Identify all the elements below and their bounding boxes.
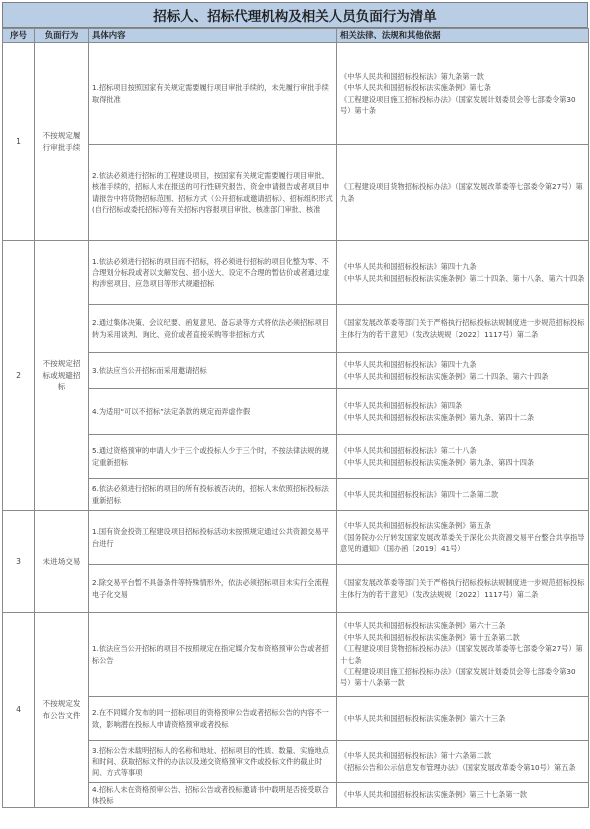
content-cell: 2.除交易平台暂不具备条件等特殊情形外，依法必须招标项目未实行全流程电子化交易: [89, 565, 337, 613]
content-cell: 1.依法必须进行招标的项目而不招标，将必须进行招标的项目化整为零、不合理划分标段或者以支解发包、招小送大、设定不合理的暂估价或者通过虚构涉密项目、应急项目等形式规避招标: [89, 241, 337, 305]
content-cell: 2.依法必须进行招标的工程建设项目，按国家有关规定需要履行项目审批、核准手续的，招标人未在报送的可行性研究报告、资金申请报告或者项目申请报告中将货物招标范围、招标方式（公开招标或邀请招标）、招标组织形式(自行招标或委托招标)等有关招标内容报项目审批、核准部门审批、核准: [89, 145, 337, 241]
legal-reference: 《中华人民共和国招标投标法实施条例》第三十七条第一款: [340, 790, 527, 800]
content-cell: 4.招标人未在资格预审公告、招标公告或者投标邀请书中载明是否接受联合体投标: [89, 783, 337, 808]
legal-reference: 《中华人民共和国招标投标法》第九条第一款: [340, 71, 484, 81]
table-row: [3, 511, 589, 565]
legal-reference: 《中华人民共和国招标投标法实施条例》第十五条第二款: [340, 632, 520, 642]
table-row: [3, 565, 589, 613]
legal-reference: 《中华人民共和国招标投标法》第四条: [340, 401, 463, 411]
document-title: 招标人、招标代理机构及相关人员负面行为清单: [2, 2, 588, 28]
document-page: [2, 2, 588, 825]
row-number: 3: [3, 511, 35, 613]
basis-cell: [337, 741, 589, 783]
legal-reference: 《中华人民共和国招标投标法实施条例》第九条、第四十二条: [340, 412, 535, 422]
content-cell: 1.国有资金投资工程建设项目招标投标活动未按照规定通过公共资源交易平台进行: [89, 511, 337, 565]
legal-reference: 《中华人民共和国招标投标法实施条例》第六十三条: [340, 713, 506, 723]
legal-reference: 《工程建设项目货物招标投标办法》（国家发展改革委等七部委令第27号）第九条: [340, 182, 583, 203]
table-row: [3, 613, 589, 697]
basis-cell: [337, 511, 589, 565]
basis-cell: [337, 565, 589, 613]
basis-cell: [337, 305, 589, 353]
content-cell: 3.招标公告未载明招标人的名称和地址、招标项目的性质、数量、实施地点和时间、获取招标文件的办法以及递交资格预审文件或投标文件的截止时间、方式等事项: [89, 741, 337, 783]
legal-reference: 《中华人民共和国招标投标法实施条例》第二十四条、第十八条、第六十四条: [340, 273, 585, 283]
legal-reference: 《中华人民共和国招标投标法》第四十九条: [340, 360, 477, 370]
content-cell: 5.通过资格预审的申请人少于三个或投标人少于三个时，不按法律法规的规定重新招标: [89, 435, 337, 479]
legal-reference: 《国家发展改革委等部门关于严格执行招标投标法规制度进一步规范招标投标主体行为的若干意见》（发改法规规〔2022〕1117号）第二条: [340, 578, 585, 599]
table-row: [3, 741, 589, 783]
table-row: [3, 479, 589, 511]
legal-reference: 《工程建设项目施工招标投标办法》（国家发展计划委员会等七部委令第30号）第十条: [340, 94, 576, 115]
basis-cell: [337, 697, 589, 741]
content-cell: 4.为适用“可以不招标”法定条款的规定而弄虚作假: [89, 389, 337, 435]
table-row: [3, 435, 589, 479]
header-content: 具体内容: [89, 29, 337, 43]
legal-reference: 《国家发展改革委等部门关于严格执行招标投标法规制度进一步规范招标投标主体行为的若干意见》（发改法规规〔2022〕1117号）第二条: [340, 318, 585, 339]
table-row: [3, 241, 589, 305]
table-row: [3, 43, 589, 145]
legal-reference: 《国务院办公厅转发国家发展改革委关于深化公共资源交易平台整合共享指导意见的通知》（国办函〔2019〕41号）: [340, 532, 585, 554]
legal-reference: 《中华人民共和国招标投标法实施条例》第二十四条、第六十四条: [340, 371, 549, 381]
table-row: [3, 697, 589, 741]
basis-cell: [337, 389, 589, 435]
basis-cell: [337, 783, 589, 808]
header-no: 序号: [3, 29, 35, 43]
behavior-category: 未进场交易: [35, 511, 89, 613]
legal-reference: 《招标公告和公示信息发布管理办法》（国家发展改革委令第10号）第五条: [340, 762, 576, 772]
legal-reference: 《工程建设项目货物招标投标办法》（国家发展改革委等七部委令第27号）第十七条: [340, 644, 583, 665]
content-cell: 1.依法应当公开招标的项目不按照规定在指定媒介发布资格预审公告或者招标公告: [89, 613, 337, 697]
legal-reference: 《中华人民共和国招标投标法实施条例》第六十三条: [340, 621, 506, 631]
legal-reference: 《中华人民共和国招标投标法》第二十八条: [340, 446, 477, 456]
table-row: [3, 305, 589, 353]
content-cell: 6.依法必须进行招标的项目的所有投标被否决的，招标人未依照招标投标法重新招标: [89, 479, 337, 511]
basis-cell: [337, 353, 589, 389]
table-row: [3, 353, 589, 389]
content-cell: 3.依法应当公开招标而采用邀请招标: [89, 353, 337, 389]
basis-cell: [337, 241, 589, 305]
row-number: 4: [3, 613, 35, 808]
legal-reference: 《中华人民共和国招标投标法实施条例》第九条、第四十四条: [340, 457, 535, 467]
basis-cell: [337, 43, 589, 145]
behavior-category: 不按规定发布公告文件: [35, 613, 89, 808]
table-row: [3, 783, 589, 808]
basis-cell: [337, 435, 589, 479]
basis-cell: [337, 613, 589, 697]
content-cell: 1.招标项目按照国家有关规定需要履行项目审批手续的，未先履行审批手续取得批准: [89, 43, 337, 145]
behavior-category: 不按规定招标或规避招标: [35, 241, 89, 511]
content-cell: 2.通过集体决策、会议纪要、函复意见、备忘录等方式将依法必须招标项目转为采用谈判、询比、竞价或者直接采购等非招标方式: [89, 305, 337, 353]
row-number: 2: [3, 241, 35, 511]
legal-reference: 《中华人民共和国招标投标法实施条例》第七条: [340, 83, 491, 93]
negative-behavior-table: [2, 28, 589, 808]
legal-reference: 《中华人民共和国招标投标法》第四十二条第二款: [340, 489, 499, 499]
content-cell: 2.在不同媒介发布的同一招标项目的资格预审公告或者招标公告的内容不一致，影响潜在投标人申请资格预审或者投标: [89, 697, 337, 741]
behavior-category: 不按规定履行审批手续: [35, 43, 89, 241]
legal-reference: 《中华人民共和国招标投标法实施条例》第五条: [340, 521, 491, 531]
legal-reference: 《中华人民共和国招标投标法》第十六条第二款: [340, 751, 491, 761]
legal-reference: 《工程建设项目施工招标投标办法》（国家发展计划委员会等七部委令第30号）第十八条第一款: [340, 666, 576, 688]
header-category: 负面行为: [35, 29, 89, 43]
table-row: [3, 145, 589, 241]
legal-reference: 《中华人民共和国招标投标法》第四十九条: [340, 262, 477, 272]
basis-cell: [337, 479, 589, 511]
header-basis: 相关法律、法规和其他依据: [337, 29, 589, 43]
row-number: 1: [3, 43, 35, 241]
table-header-row: [3, 29, 589, 43]
table-row: [3, 389, 589, 435]
basis-cell: [337, 145, 589, 241]
